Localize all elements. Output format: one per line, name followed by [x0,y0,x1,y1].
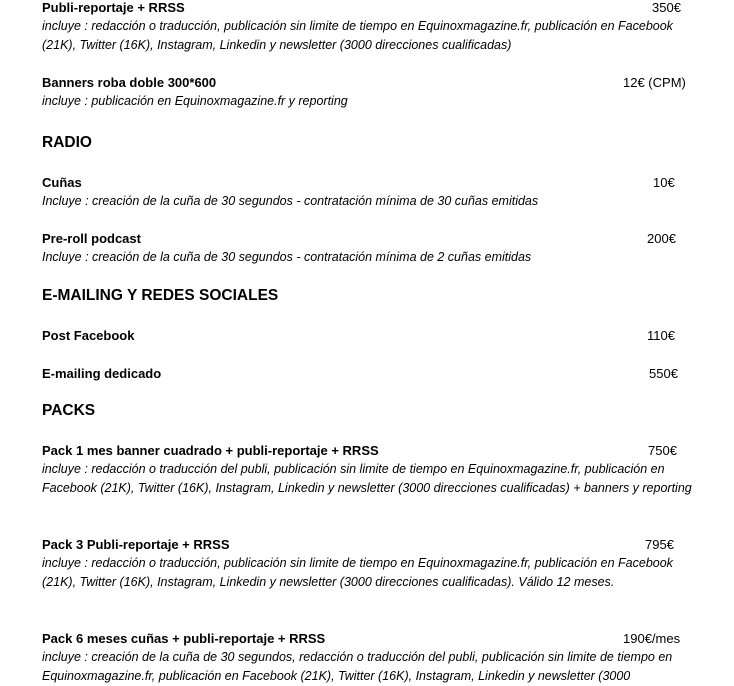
item-title: Publi-reportaje + RRSS [42,0,185,15]
item-title: Pack 3 Publi-reportaje + RRSS [42,537,230,552]
item-description: incluye : redacción o traducción, publicación sin limite de tiempo en Equinoxmagazine.fr, publicación en Facebook (21K), Twitter (16K), Instagram, Linkedin y newsletter (3000 direcciones cualificadas) [42,19,673,52]
item-price: 10€ [653,175,675,190]
section-heading-emailing: E-MAILING Y REDES SOCIALES [42,287,279,304]
item-title: Cuñas [42,175,82,190]
item-post-facebook [42,326,734,345]
item-title: Pre-roll podcast [42,231,141,246]
item-price: 200€ [647,231,676,246]
item-banners-roba-doble [42,73,734,111]
item-description: incluye : creación de la cuña de 30 segundos, redacción o traducción del publi, publicación sin limite de tiempo en Equinoxmagazine.fr, publicación en Facebook (21K), Twitter (16K), Instagram, Linkedin y newsletter (3000 [42,650,673,683]
item-price: 190€/mes [623,631,681,646]
item-publi-reportaje [42,0,734,55]
item-title: Post Facebook [42,328,135,343]
item-price: 350€ [652,0,681,15]
item-description: incluye : redacción o traducción, publicación sin limite de tiempo en Equinoxmagazine.fr, publicación en Facebook (21K), Twitter (16K), Instagram, Linkedin y newsletter (3000 direcciones cualificadas). Válido 12 meses. [42,556,673,589]
item-description: Incluye : creación de la cuña de 30 segundos - contratación mínima de 2 cuñas emitidas [42,250,532,264]
item-cunas [42,173,734,211]
item-price: 750€ [648,443,677,458]
item-title: Pack 1 mes banner cuadrado + publi-reportaje + RRSS [42,443,379,458]
item-price: 110€ [647,328,675,343]
item-description: incluye : redacción o traducción del publi, publicación sin limite de tiempo en Equinoxmagazine.fr, publicación en Facebook (21K), Twitter (16K), Instagram, Linkedin y newsletter (3000 direcciones cualificadas) + banners y reporting [42,462,692,495]
item-pack-1-mes [42,441,734,498]
item-title: E-mailing dedicado [42,366,162,381]
section-heading-radio: RADIO [42,134,92,151]
item-emailing-dedicado [42,364,734,383]
item-description: Incluye : creación de la cuña de 30 segundos - contratación mínima de 30 cuñas emitidas [42,194,539,208]
item-pre-roll-podcast [42,229,734,267]
item-title: Banners roba doble 300*600 [42,75,217,90]
item-price: 550€ [649,366,678,381]
item-description: incluye : publicación en Equinoxmagazine.fr y reporting [42,94,348,108]
section-heading-packs: PACKS [42,402,96,419]
item-pack-6-meses [42,629,734,686]
item-title: Pack 6 meses cuñas + publi-reportaje + RRSS [42,631,326,646]
item-pack-3-publi [42,535,734,592]
item-price: 12€ (CPM) [623,75,686,90]
item-price: 795€ [645,537,674,552]
